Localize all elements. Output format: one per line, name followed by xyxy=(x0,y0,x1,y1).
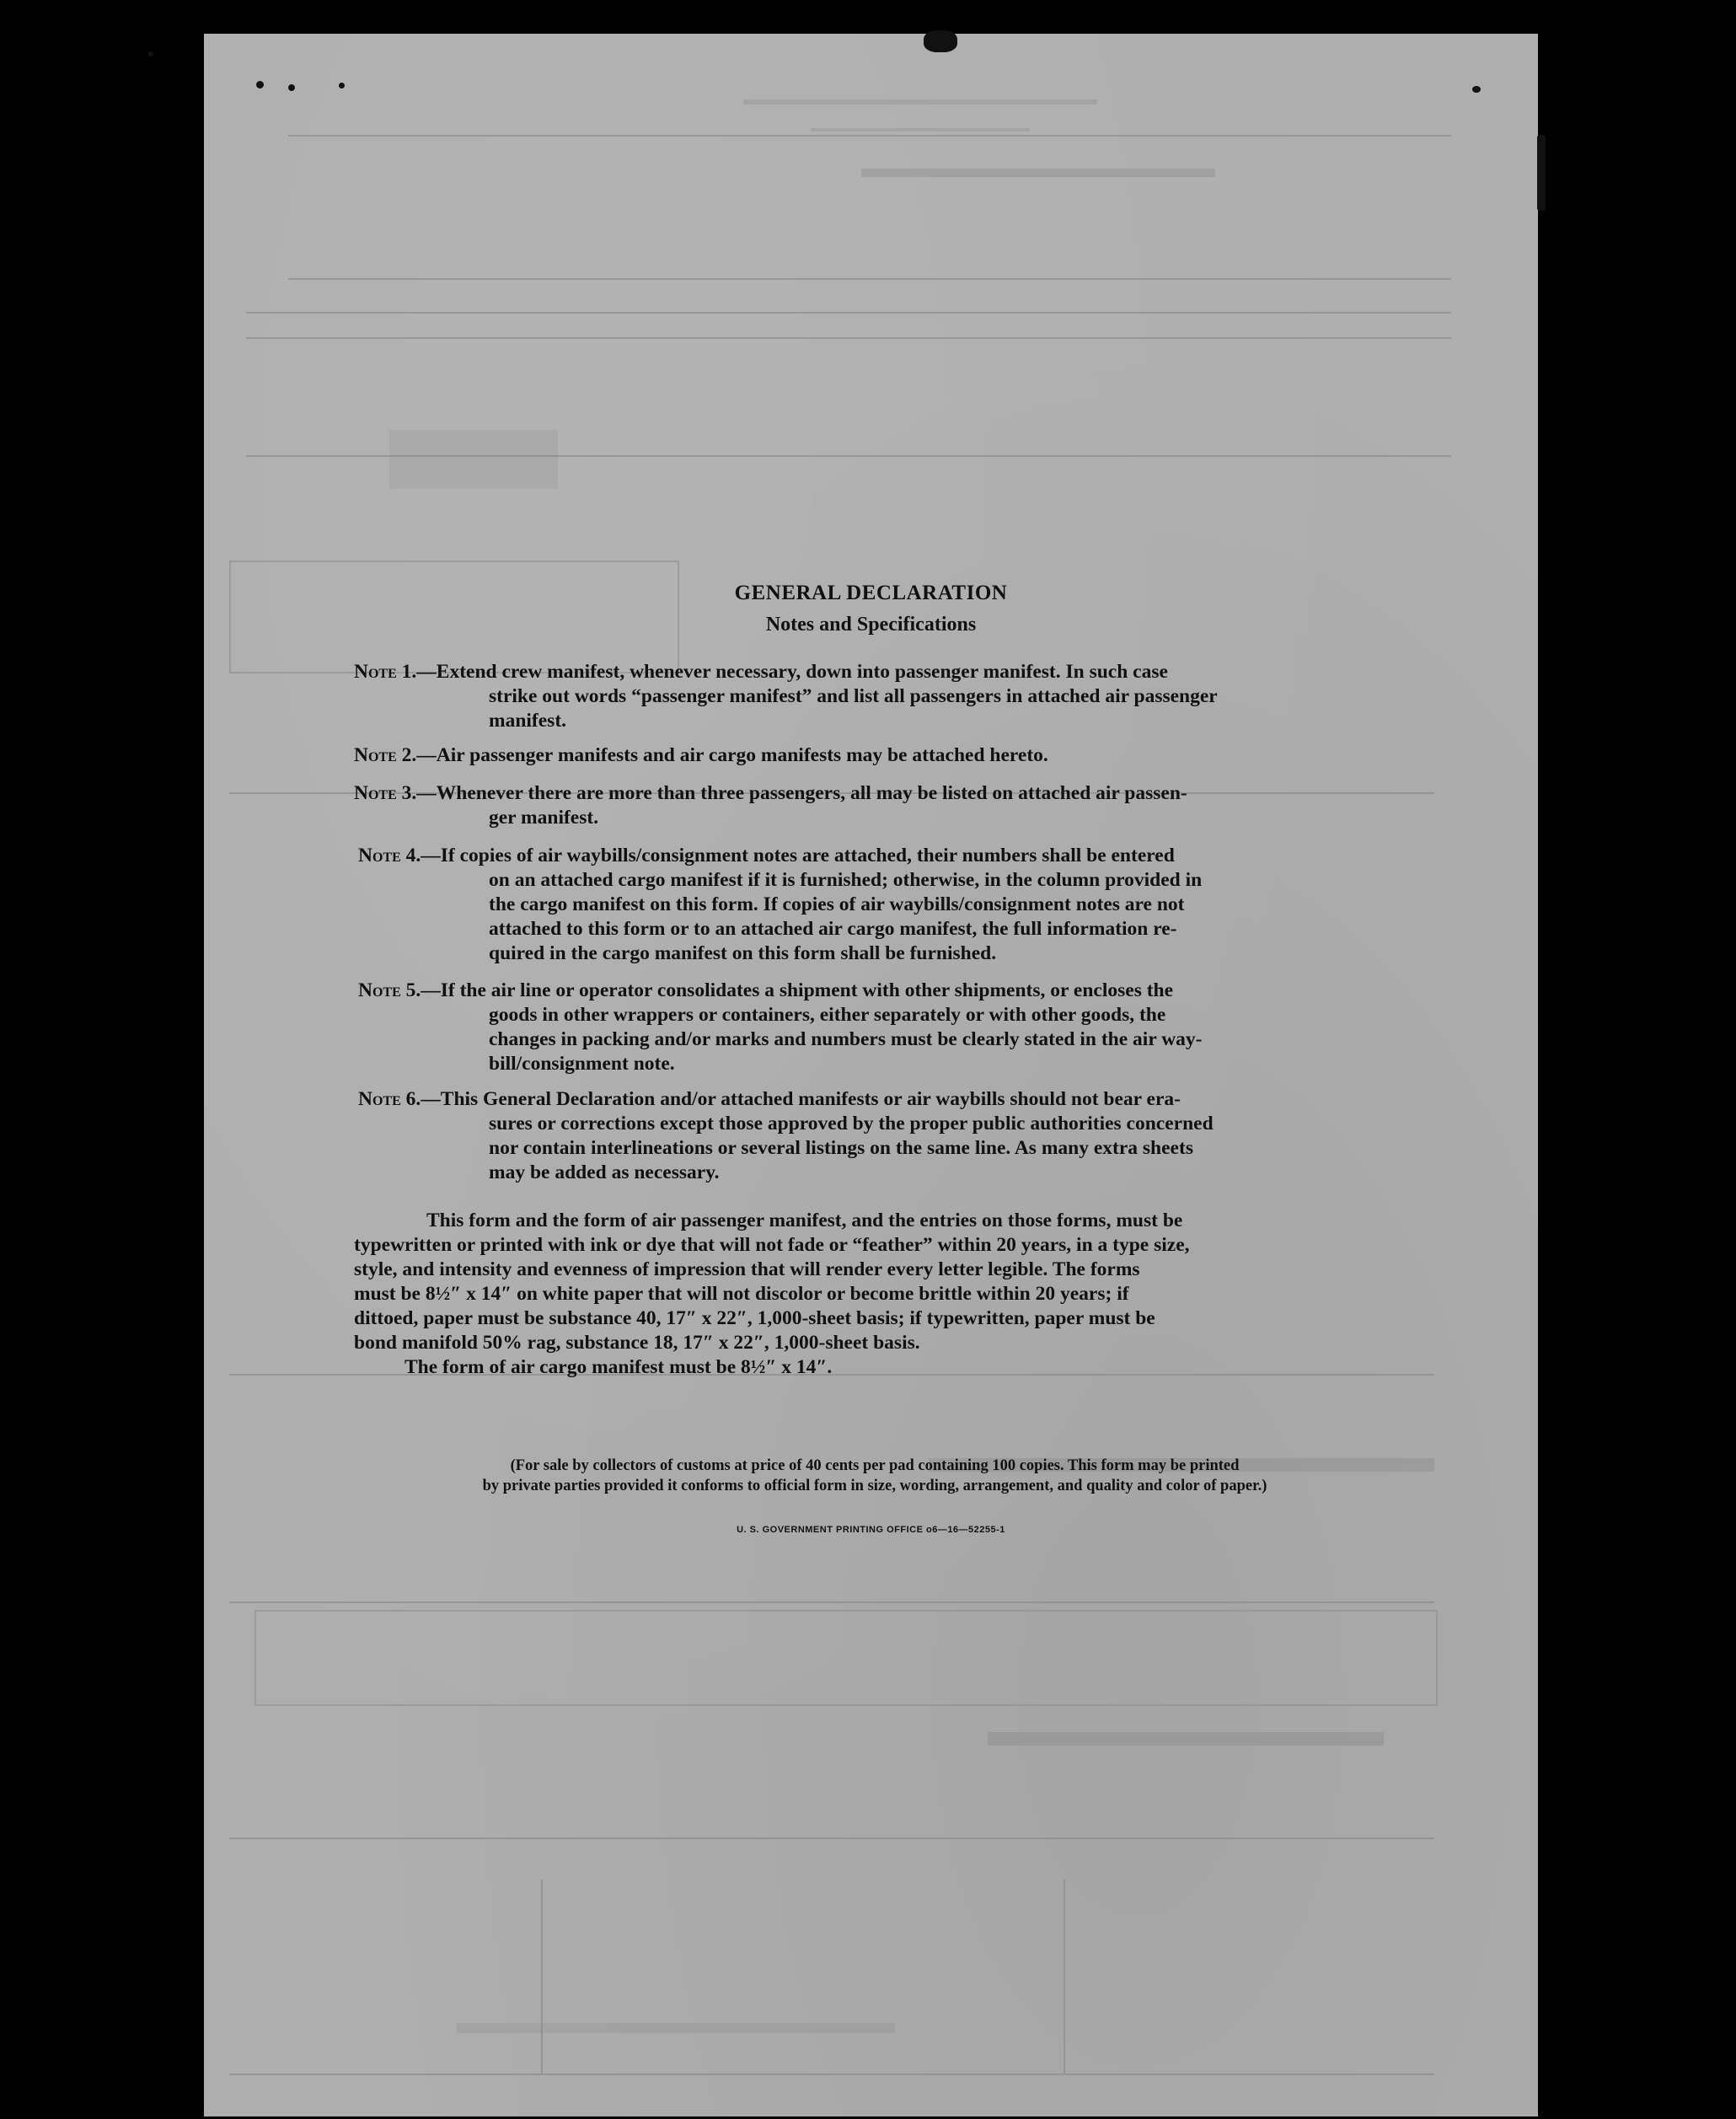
note-4 xyxy=(358,844,1413,966)
paragraph-line: dittoed, paper must be substance 40, 17″ x 22″, 1,000-sheet basis; if typewritten, paper must be xyxy=(354,1307,1155,1329)
note-1 xyxy=(354,660,1409,733)
note-label: Note 4. xyxy=(358,845,421,866)
note-line-text: —If copies of air waybills/consignment notes are attached, their numbers shall be entered xyxy=(421,845,1175,866)
note-5 xyxy=(358,979,1413,1076)
note-label: Note 2. xyxy=(354,744,417,766)
speck xyxy=(148,51,153,56)
edge-mark xyxy=(1537,135,1546,211)
paragraph-line: must be 8½″ x 14″ on white paper that will not discolor or become brittle within 20 years; if xyxy=(354,1283,1129,1305)
note-line xyxy=(358,844,1413,868)
note-line: ger manifest. xyxy=(489,807,599,829)
document-page xyxy=(204,34,1538,2116)
paragraph-line: style, and intensity and evenness of impression that will render every letter legible. The forms xyxy=(354,1258,1140,1280)
printer-imprint: U. S. GOVERNMENT PRINTING OFFICE o6—16—52255-1 xyxy=(737,1525,1005,1535)
cargo-form-size-line: The form of air cargo manifest must be 8½″ x 14″. xyxy=(405,1356,833,1378)
note-line: on an attached cargo manifest if it is furnished; otherwise, in the column provided in xyxy=(489,869,1203,891)
declaration-notes xyxy=(204,34,1538,2116)
note-line xyxy=(358,1087,1413,1112)
note-line xyxy=(354,743,1409,768)
paragraph-line: This form and the form of air passenger manifest, and the entries on those forms, must be xyxy=(426,1210,1183,1231)
note-3 xyxy=(354,781,1409,830)
paragraph-line: bond manifold 50% rag, substance 18, 17″ x 22″, 1,000-sheet basis. xyxy=(354,1332,920,1354)
note-2 xyxy=(354,743,1409,768)
note-line: strike out words “passenger manifest” and list all passengers in attached air passenger xyxy=(489,685,1218,707)
note-line: manifest. xyxy=(489,710,567,732)
note-line: changes in packing and/or marks and numbers must be clearly stated in the air way- xyxy=(489,1028,1203,1050)
note-line xyxy=(358,979,1413,1003)
note-line: sures or corrections except those approved by the proper public authorities concerned xyxy=(489,1113,1214,1135)
document-subtitle: Notes and Specifications xyxy=(765,614,977,636)
note-line-text: —This General Declaration and/or attached manifests or air waybills should not bear era- xyxy=(421,1088,1181,1110)
note-label: Note 1. xyxy=(354,661,417,683)
note-line xyxy=(354,781,1409,806)
note-label: Note 3. xyxy=(354,782,417,804)
note-line: quired in the cargo manifest on this form shall be furnished. xyxy=(489,942,997,964)
note-line: may be added as necessary. xyxy=(489,1161,720,1183)
form-spec-paragraph xyxy=(354,1209,1409,1380)
note-line-text: —Whenever there are more than three passengers, all may be listed on attached air passen- xyxy=(416,782,1187,804)
note-line-text: —Air passenger manifests and air cargo manifests may be attached hereto. xyxy=(416,744,1048,766)
note-line: nor contain interlineations or several listings on the same line. As many extra sheets xyxy=(489,1137,1193,1159)
document-title: GENERAL DECLARATION xyxy=(734,582,1008,604)
paragraph-line: typewritten or printed with ink or dye that will not fade or “feather” within 20 years, in a type size, xyxy=(354,1234,1190,1256)
note-line: the cargo manifest on this form. If copies of air waybills/consignment notes are not xyxy=(489,893,1185,915)
note-label: Note 6. xyxy=(358,1088,421,1110)
note-line: bill/consignment note. xyxy=(489,1053,675,1075)
note-label: Note 5. xyxy=(358,979,421,1001)
note-line xyxy=(354,660,1409,684)
sale-note xyxy=(347,1456,1402,1496)
note-line: goods in other wrappers or containers, either separately or with other goods, the xyxy=(489,1004,1166,1026)
note-line: attached to this form or to an attached air cargo manifest, the full information re- xyxy=(489,918,1177,940)
note-6 xyxy=(358,1087,1413,1185)
note-line-text: —Extend crew manifest, whenever necessary, down into passenger manifest. In such case xyxy=(416,661,1168,683)
sale-note-line: (For sale by collectors of customs at price of 40 cents per pad containing 100 copies. This form may be printed xyxy=(510,1457,1240,1474)
sale-note-line: by private parties provided it conforms to official form in size, wording, arrangement, and quality and color of paper.) xyxy=(482,1478,1267,1494)
note-line-text: —If the air line or operator consolidates a shipment with other shipments, or encloses the xyxy=(421,979,1174,1001)
